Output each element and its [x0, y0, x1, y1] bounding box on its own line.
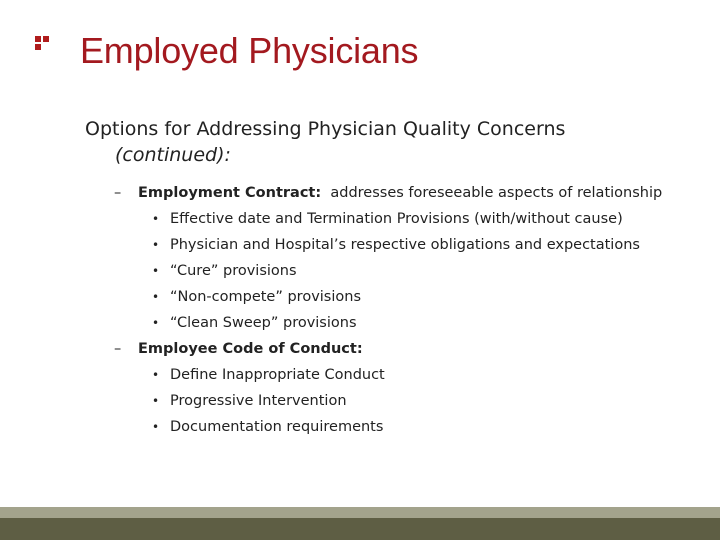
list-item — [138, 206, 685, 232]
list-item-text: Define Inappropriate Conduct — [170, 367, 385, 383]
list-item-text: “Clean Sweep” provisions — [170, 315, 357, 331]
bullet-icon: • — [152, 290, 160, 304]
bullet-icon: • — [152, 316, 160, 330]
footer-bar-dark — [0, 518, 720, 540]
list-item-text: Effective date and Termination Provisions (with/without cause) — [170, 211, 623, 227]
list-item-text: “Non-compete” provisions — [170, 289, 361, 305]
list-item — [138, 258, 685, 284]
logo-icon — [35, 36, 53, 54]
bullet-icon: • — [152, 368, 160, 382]
bullet-icon: • — [152, 212, 160, 226]
list-item — [138, 414, 685, 440]
sub-list — [138, 206, 685, 336]
list-item — [138, 362, 685, 388]
bullet-icon: • — [152, 394, 160, 408]
section-list — [85, 180, 685, 440]
bullet-icon: • — [152, 264, 160, 278]
list-item-text: Progressive Intervention — [170, 393, 347, 409]
footer-bar-light — [0, 507, 720, 518]
list-item-text: Physician and Hospital’s respective obligations and expectations — [170, 237, 640, 253]
list-item — [138, 284, 685, 310]
slide-body — [85, 116, 685, 440]
dash-bullet: – — [114, 185, 122, 201]
bullet-icon: • — [152, 420, 160, 434]
intro-text — [85, 116, 685, 168]
intro-continued: (continued): — [115, 144, 231, 166]
section-employment-contract — [85, 180, 685, 336]
dash-bullet: – — [114, 341, 122, 357]
sub-list — [138, 362, 685, 440]
section-code-of-conduct — [85, 336, 685, 440]
section-heading: Employee Code of Conduct: — [138, 341, 363, 357]
section-heading: Employment Contract: — [138, 185, 322, 201]
section-text: addresses foreseeable aspects of relationship — [321, 185, 663, 201]
list-item-text: Documentation requirements — [170, 419, 384, 435]
intro-line: Options for Addressing Physician Quality Concerns — [85, 118, 566, 140]
slide-title: Employed Physicians — [80, 30, 419, 71]
list-item — [138, 388, 685, 414]
bullet-icon: • — [152, 238, 160, 252]
list-item-text: “Cure” provisions — [170, 263, 297, 279]
list-item — [138, 310, 685, 336]
list-item — [138, 232, 685, 258]
